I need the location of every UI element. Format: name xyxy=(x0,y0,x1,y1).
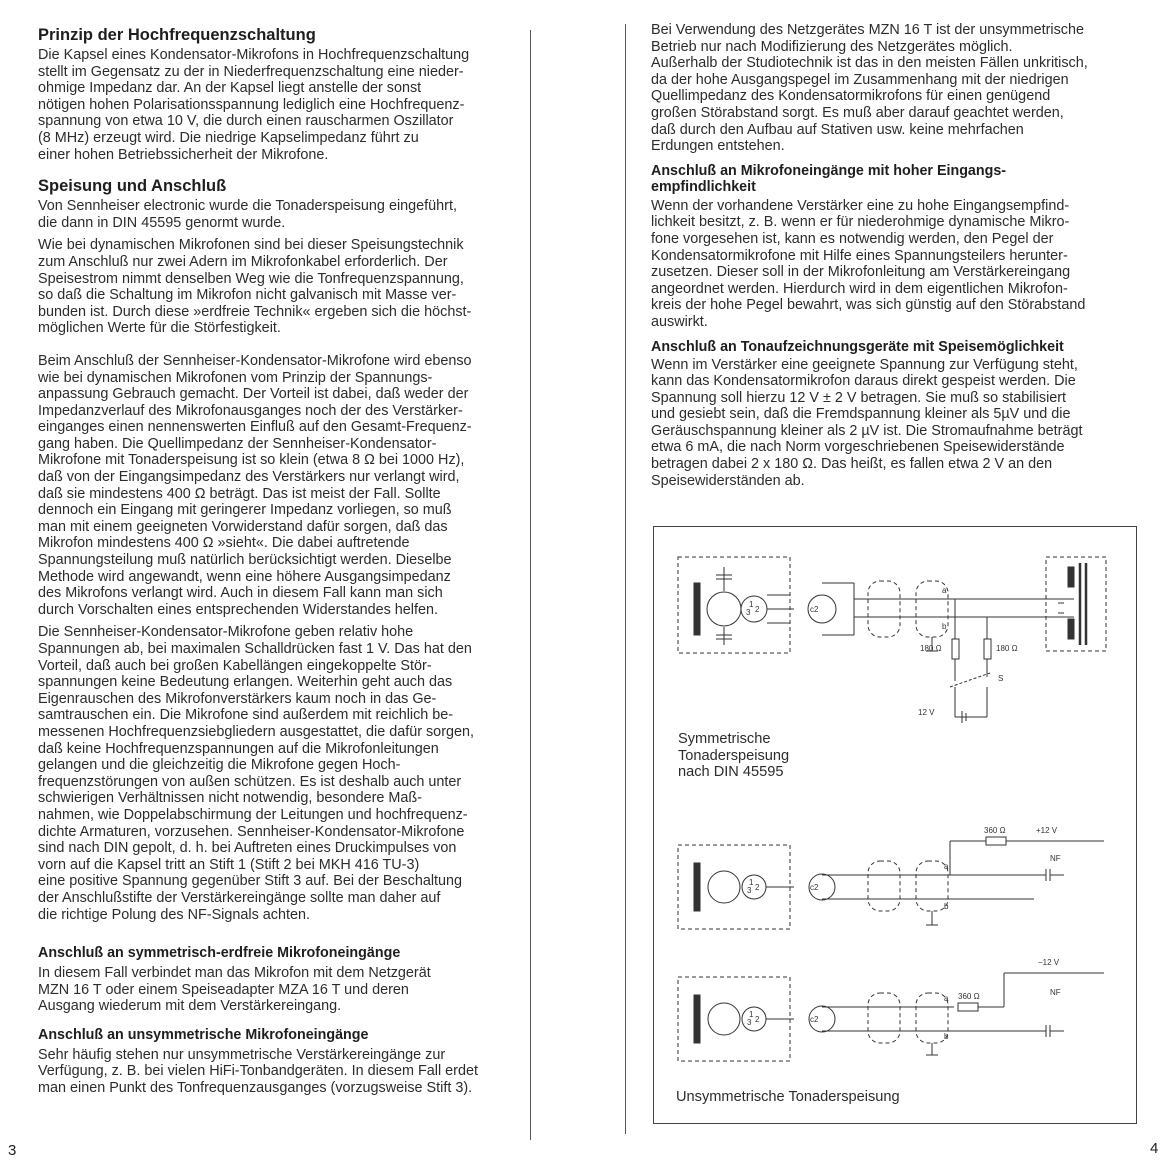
heading-tonaufzeichnungsgeraete: Anschluß an Tonaufzeichnungsgeräte mit Speisemöglichkeit xyxy=(651,338,1064,355)
svg-text:2: 2 xyxy=(755,1015,760,1024)
svg-text:c2: c2 xyxy=(810,883,819,892)
resistor-360-label-2: 360 Ω xyxy=(958,992,980,1001)
circuit-unsymmetric-plus xyxy=(678,826,1104,929)
resistor-360-2 xyxy=(958,1003,978,1011)
resistor-180-label-1: 180 Ω xyxy=(920,644,942,653)
page-number-left: 3 xyxy=(8,1142,17,1159)
mic-capsule-plate-1 xyxy=(694,583,700,635)
heading-speisung-anschluss: Speisung und Anschluß xyxy=(38,177,227,196)
heading-unsymmetrisch: Anschluß an unsymmetrische Mikrofoneingänge xyxy=(38,1026,369,1043)
paragraph-speisung-2: Wie bei dynamischen Mikrofonen sind bei dieser Speisungstechnik zum Anschluß nur zwei Adern im Mikrofonkabel erforderlich. Der Speisestrom nimmt denselben Weg wie die Tonfrequenzspannung, so daß die Schaltung im Mikrofon nicht galvanisch mit Masse ver- bunden ist. Durch diese »erdfreie Technik« ergeben sich die höchst- möglichen Werte für die Störfestigkeit. xyxy=(38,237,472,337)
mic-capsule-2 xyxy=(708,871,740,903)
mic-capsule-plate-2 xyxy=(694,863,700,911)
svg-text:2: 2 xyxy=(755,605,760,614)
svg-text:3: 3 xyxy=(747,1018,752,1027)
paragraph-tonaufzeichnung: Wenn im Verstärker eine geeignete Spannung zur Verfügung steht, kann das Kondensatormikrofon daraus direkt gespeist werden. Die Spannung soll hierzu 12 V ± 2 V betragen. Sie muß so stabilisiert und gesiebt sein, daß die Fremdspannung kleiner als 5µV und die Geräuschspannung kleiner als 2 µV ist. Die Stromaufnahme beträgt etwa 6 mA, die nach Norm vorgeschriebenen Speisewiderstände betragen dabei 2 x 180 Ω. Das heißt, es fallen etwa 2 V an den Speisewiderständen ab. xyxy=(651,356,1083,489)
pin-a-label-2: a xyxy=(944,862,949,871)
paragraph-speisung-3: Beim Anschluß der Sennheiser-Kondensator-Mikrofone wird ebenso wie bei dynamischen Mikrofonen vom Prinzip der Spannungs- anpassung Gebrauch gemacht. Der Vorteil ist dabei, daß weder der Impedanzverlauf des Mikrofonausganges noch der des Verstärker- einganges einen nennenswerten Einfluß auf den Gesamt-Frequenz- gang haben. Die Quellimpedanz der Sennheiser-Kondensator- Mikrofone mit Tonaderspeisung ist so klein (etwa 8 Ω bei 1000 Hz), daß von der Eingangsimpedanz des Verstärkers nur verlangt wird, daß sie mindestens 400 Ω beträgt. Das ist meist der Fall. Sollte dennoch ein Eingang mit geringerer Impedanz vorliegen, so muß man mit einem geeigneten Vorwiderstand dafür sorgen, daß das Mikrofon mindestens 400 Ω »sieht«. Die dabei auftretende Spannungsteilung muß natürlich berücksichtigt werden. Dieselbe Methode wird angewandt, wenn eine höhere Ausgangsimpedanz des Mikrofons verlangt wird. Auch in diesem Fall kann man sich durch Vorschalten eines entsprechenden Widerstandes helfen. xyxy=(38,352,472,618)
circuit-diagram-box xyxy=(653,526,1137,1124)
svg-text:1: 1 xyxy=(749,600,754,609)
pin-b-label-3: b xyxy=(944,1032,949,1041)
left-page-column xyxy=(38,26,526,1097)
svg-text:1: 1 xyxy=(749,1010,754,1019)
paragraph-netzgeraet: Bei Verwendung des Netzgerätes MZN 16 T ist der unsymmetrische Betrieb nur nach Modifizierung des Netzgerätes möglich. Außerhalb der Studiotechnik ist das in den meisten Fällen unkritisch, da der hohe Ausgangspegel im Zusammenhang mit der niedrigen Quellimpedanz des Kondensatormikrofons für einen genügend großen Störabstand sorgt. Es muß aber darauf geachtet werden, daß durch den Aufbau auf Stativen usw. keine mehrfachen Erdungen entstehen. xyxy=(651,22,1088,155)
right-page-column xyxy=(651,22,1139,489)
mic-connector-3 xyxy=(742,1007,766,1031)
mic-capsule-3 xyxy=(708,1003,740,1035)
resistor-360-label-1: 360 Ω xyxy=(984,826,1006,835)
resistor-180-label-2: 180 Ω xyxy=(996,644,1018,653)
amplifier-input-box xyxy=(1046,557,1106,651)
paragraph-speisung-4: Die Sennheiser-Kondensator-Mikrofone geben relativ hohe Spannungen ab, bei maximalen Schalldrücken fast 1 V. Das hat den Vorteil, daß auch bei großen Kabellängen eingekoppelte Stör- spannungen keine Bedeutung erlangen. Weiterhin geht auch das Eigenrauschen des Mikrofonverstärkers kaum noch in das Ge- samtrauschen ein. Die Mikrofone sind außerdem mit reichlich be- messenen Hochfrequenzsiebgliedern ausgestattet, die dafür sorgen, daß keine Hochfrequenzspannungen auf die Mikrofonleitungen gelangen und die gleichzeitig die Mikrofone gegen Hoch- frequenzstörungen von außen schützen. Es ist deshalb auch unter schwierigen Verhältnissen nicht notwendig, besondere Maß- nahmen, wie Doppelabschirmung der Leitungen und hochfrequenz- dichte Armaturen, vorzusehen. Sennheiser-Kondensator-Mikrofone sind nach DIN gepolt, d. h. bei Auftreten eines Druckimpulses von vorn auf die Kapsel tritt an Stift 1 (Stift 2 bei MKH 416 TU-3) eine positive Spannung gegenüber Stift 3 auf. Bei der Beschaltung der Anschlußstifte der Verstärkereingänge sollte man daher auf die richtige Polung des NF-Signals achten. xyxy=(38,624,474,923)
paragraph-symmetrisch-erdfrei: In diesem Fall verbindet man das Mikrofon mit dem Netzgerät MZN 16 T oder einem Speiseadapter MZA 16 T und deren Ausgang wiederum mit dem Verstärkereingang. xyxy=(38,965,431,1015)
mic-capsule-plate-3 xyxy=(694,995,700,1043)
svg-text:c2: c2 xyxy=(810,605,819,614)
voltage-plus12-label: +12 V xyxy=(1036,826,1058,835)
resistor-360-1 xyxy=(986,837,1006,845)
svg-text:2: 2 xyxy=(755,883,760,892)
nf-label-1: NF xyxy=(1050,854,1061,863)
caption-unsymmetric: Unsymmetrische Tonaderspeisung xyxy=(676,1089,900,1105)
paragraph-unsymmetrisch: Sehr häufig stehen nur unsymmetrische Verstärkereingänge zur Verfügung, z. B. bei vielen HiFi-Tonbandgeräten. In diesem Fall erdet man einen Punkt des Tonfrequenzausganges (vorzugsweise Stift 3). xyxy=(38,1046,478,1097)
resistor-180-1 xyxy=(952,639,959,659)
circuit-unsymmetric-minus xyxy=(678,958,1104,1061)
pin-a-label-1: a xyxy=(942,586,947,595)
heading-symmetrisch-erdfrei: Anschluß an symmetrisch-erdfreie Mikrofoneingänge xyxy=(38,945,401,962)
svg-text:c2: c2 xyxy=(810,1015,819,1024)
mic-connector-2 xyxy=(742,875,766,899)
battery-12v-label: 12 V xyxy=(918,708,935,717)
caption-symmetric: Symmetrische Tonaderspeisung nach DIN 45595 xyxy=(678,731,790,781)
svg-text:1: 1 xyxy=(749,878,754,887)
left-column-rule xyxy=(530,30,531,1140)
right-column-rule xyxy=(625,24,626,1134)
cable-shield-1a xyxy=(868,581,900,637)
svg-text:3: 3 xyxy=(746,608,751,617)
circuit-diagram-svg xyxy=(654,527,1138,1125)
heading-hohe-eingangsempfindlichkeit: Anschluß an Mikrofoneingänge mit hoher Eingangs- empfindlichkeit xyxy=(651,162,1007,195)
pin-b-label-2: b xyxy=(944,902,949,911)
voltage-minus12-label: −12 V xyxy=(1038,958,1060,967)
paragraph-speisung-1: Von Sennheiser electronic wurde die Tonaderspeisung eingeführt, die dann in DIN 45595 genormt wurde. xyxy=(38,198,457,231)
switch-s-label: S xyxy=(998,674,1004,683)
resistor-180-2 xyxy=(984,639,991,659)
pin-b-label-1: b xyxy=(942,622,947,631)
pin-a-label-3: a xyxy=(944,994,949,1003)
paragraph-eingangsempfindlichkeit: Wenn der vorhandene Verstärker eine zu hohe Eingangsempfind- lichkeit besitzt, z. B. wenn er für niederohmige dynamische Mikro- fone vorgesehen ist, kann es notwendig werden, den Pegel der Kondensatormikrofone mit Hilfe eines Spannungsteilers herunter- zusetzen. Dieser soll in der Mikrofonleitung am Verstärkereingang angeordnet werden. Hierdurch wird in dem eigentlichen Mikrofon- kreis der hohe Pegel bewahrt, was sich günstig auf den Störabstand auswirkt. xyxy=(651,197,1086,330)
circuit-symmetric xyxy=(678,557,1106,723)
paragraph-hochfrequenz: Die Kapsel eines Kondensator-Mikrofons in Hochfrequenzschaltung stellt im Gegensatz zu der in Niederfrequenzschaltung eine nieder- ohmige Impedanz dar. An der Kapsel liegt anstelle der sonst nötigen hohen Polarisationsspannung lediglich eine Hochfrequenz- spannung von etwa 10 V, die durch einen rauscharmen Oszillator (8 MHz) erzeugt wird. Die niedrige Kapselimpedanz führt zu einer hohen Betriebssicherheit der Mikrofone. xyxy=(38,47,470,163)
page-number-right: 4 xyxy=(1150,1140,1159,1157)
heading-hochfrequenzschaltung: Prinzip der Hochfrequenzschaltung xyxy=(38,26,316,44)
mic-connector-1 xyxy=(741,596,767,622)
nf-label-2: NF xyxy=(1050,988,1061,997)
svg-text:3: 3 xyxy=(747,886,752,895)
mic-capsule-1 xyxy=(707,592,741,626)
